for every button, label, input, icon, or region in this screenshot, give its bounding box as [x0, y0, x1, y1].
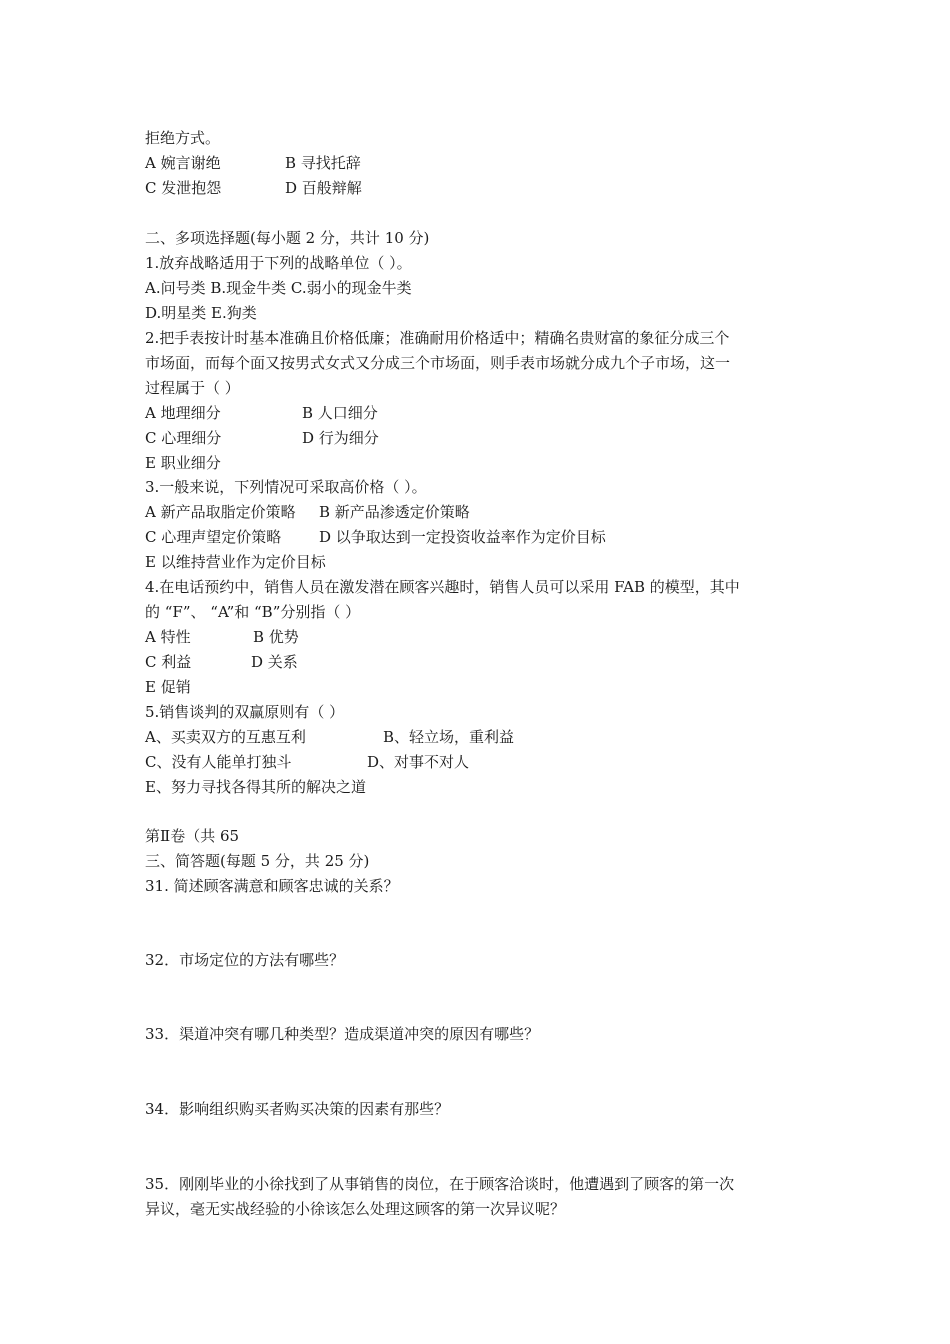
q4-stem-line2: 的 “F”、 “A”和 “B”分别指（ ） [145, 603, 361, 621]
q5-option-e: E、努力寻找各得其所的解决之道 [145, 778, 366, 796]
q3-options-ab [145, 503, 815, 521]
option-c: C 利益 [145, 653, 192, 671]
option-a: A 婉言谢绝 [145, 154, 221, 172]
prev-question-options-ab [145, 154, 815, 172]
option-c: C 心理细分 [145, 429, 222, 447]
option-b: B 新产品渗透定价策略 [319, 503, 470, 521]
q2-option-e: E 职业细分 [145, 454, 221, 472]
q2-options-ab [145, 404, 815, 422]
option-a: A 地理细分 [145, 404, 221, 422]
option-b: B、轻立场，重利益 [383, 728, 515, 746]
option-c: C 发泄抱怨 [145, 179, 222, 197]
option-c: C、没有人能单打独斗 [145, 753, 292, 771]
q1-stem: 1.放弃战略适用于下列的战略单位（ ）。 [145, 254, 412, 272]
q5-options-ab [145, 728, 815, 746]
q5-options-cd [145, 753, 815, 771]
option-d: D 关系 [251, 653, 298, 671]
q5-stem: 5.销售谈判的双赢原则有（ ） [145, 703, 345, 721]
q2-stem-line3: 过程属于（ ） [145, 379, 240, 397]
q33-stem: 33．渠道冲突有哪几种类型？造成渠道冲突的原因有哪些？ [145, 1025, 540, 1043]
q35-stem-line2: 异议，毫无实战经验的小徐该怎么处理这顾客的第一次异议呢？ [145, 1200, 566, 1218]
option-d: D 行为细分 [302, 429, 379, 447]
prev-question-options-cd [145, 179, 815, 197]
part-2-heading: 第Ⅱ卷（共 65 [145, 827, 240, 845]
q34-stem: 34．影响组织购买者购买决策的因素有那些？ [145, 1100, 450, 1118]
option-a: A 特性 [145, 628, 191, 646]
option-d: D 以争取达到一定投资收益率作为定价目标 [319, 528, 606, 546]
q1-options-line2: D.明星类 E.狗类 [145, 304, 257, 322]
option-b: B 寻找托辞 [285, 154, 361, 172]
option-a: A、买卖双方的互惠互利 [145, 728, 306, 746]
option-c: C 心理声望定价策略 [145, 528, 282, 546]
q35-stem-line1: 35．刚刚毕业的小徐找到了从事销售的岗位，在于顾客洽谈时，他遭遇到了顾客的第一次 [145, 1175, 735, 1193]
q1-options-line1: A.问号类 B.现金牛类 C.弱小的现金牛类 [145, 279, 412, 297]
q3-option-e: E 以维持营业作为定价目标 [145, 553, 326, 571]
option-a: A 新产品取脂定价策略 [145, 503, 296, 521]
q32-stem: 32．市场定位的方法有哪些？ [145, 951, 345, 969]
q2-stem-line2: 市场面，而每个面又按男式女式又分成三个市场面，则手表市场就分成九个子市场，这一 [145, 354, 731, 372]
q2-stem-line1: 2.把手表按计时基本准确且价格低廉；准确耐用价格适中；精确名贵财富的象征分成三个 [145, 329, 730, 347]
q3-stem: 3.一般来说，下列情况可采取高价格（ ）。 [145, 478, 427, 496]
q4-stem-line1: 4.在电话预约中，销售人员在激发潜在顾客兴趣时，销售人员可以采用 FAB 的模型，其中 [145, 578, 740, 596]
section-2-heading: 二、多项选择题(每小题 2 分，共计 10 分) [145, 229, 430, 247]
q4-option-e: E 促销 [145, 678, 191, 696]
option-d: D、对事不对人 [367, 753, 470, 771]
q31-stem: 31. 简述顾客满意和顾客忠诚的关系？ [145, 877, 399, 895]
q2-options-cd [145, 429, 815, 447]
prev-question-stem-tail: 拒绝方式。 [145, 129, 221, 147]
q3-options-cd [145, 528, 815, 546]
option-d: D 百般辩解 [285, 179, 362, 197]
section-3-heading: 三、简答题(每题 5 分，共 25 分) [145, 852, 370, 870]
option-b: B 人口细分 [302, 404, 378, 422]
q4-options-ab [145, 628, 815, 646]
option-b: B 优势 [253, 628, 299, 646]
q4-options-cd [145, 653, 815, 671]
